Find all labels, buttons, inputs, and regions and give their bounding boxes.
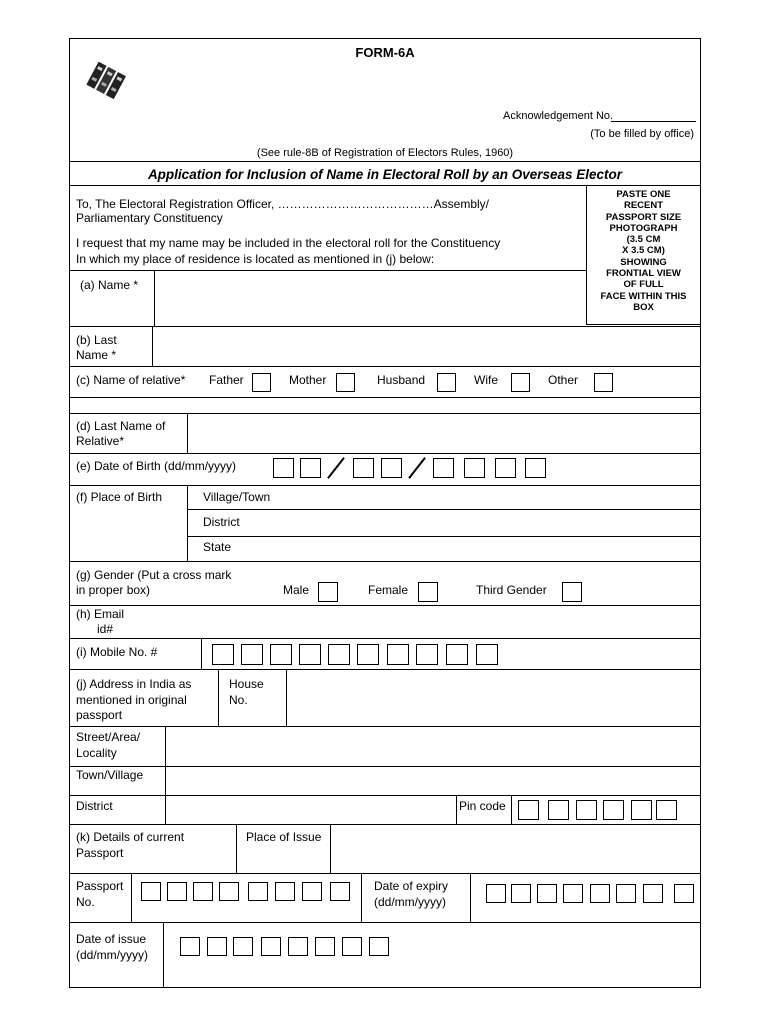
expiry-date-box[interactable]	[674, 884, 694, 903]
passport-details-label: (k) Details of current	[76, 830, 185, 844]
dob-month-box[interactable]	[381, 458, 402, 478]
expiry-date-box[interactable]	[511, 884, 531, 903]
expiry-date-box[interactable]	[616, 884, 636, 903]
gender-label: (g) Gender (Put a cross mark	[76, 568, 232, 582]
expiry-date-box[interactable]	[563, 884, 583, 903]
date-separator	[327, 457, 345, 479]
photo-line: FACE WITHIN THIS	[600, 290, 687, 302]
photo-line: SHOWING	[620, 256, 667, 268]
gender-female-checkbox[interactable]	[418, 582, 438, 602]
pin-digit-box[interactable]	[603, 800, 624, 820]
mobile-digit-box[interactable]	[270, 644, 292, 665]
passport-no-box[interactable]	[193, 882, 213, 901]
pin-code-label: Pin code	[459, 799, 506, 813]
address-label: (j) Address in India as	[76, 677, 192, 691]
issue-date-box[interactable]	[342, 937, 362, 956]
street-input[interactable]	[166, 727, 699, 765]
house-no-label: House	[229, 677, 264, 691]
passport-no-label-2: No.	[76, 895, 95, 909]
office-note: (To be filled by office)	[590, 128, 694, 140]
relative-wife-label: Wife	[474, 373, 498, 387]
relative-other-checkbox[interactable]	[594, 373, 613, 392]
mobile-digit-box[interactable]	[241, 644, 263, 665]
form-title: Application for Inclusion of Name in Electoral Roll by an Overseas Elector	[147, 167, 623, 182]
relative-label: (c) Name of relative*	[76, 373, 186, 387]
issue-date-box[interactable]	[180, 937, 200, 956]
dob-year-box[interactable]	[495, 458, 516, 478]
gender-third-checkbox[interactable]	[562, 582, 582, 602]
relative-father-checkbox[interactable]	[252, 373, 271, 392]
district-birth-input[interactable]	[300, 510, 698, 535]
passport-no-box[interactable]	[167, 882, 187, 901]
dob-year-box[interactable]	[433, 458, 454, 478]
pin-digit-box[interactable]	[518, 800, 539, 820]
expiry-date-box[interactable]	[643, 884, 663, 903]
gender-male-checkbox[interactable]	[318, 582, 338, 602]
passport-no-box[interactable]	[219, 882, 239, 901]
district-birth-label: District	[203, 515, 240, 529]
passport-details-label-2: Passport	[76, 846, 124, 860]
passport-no-box[interactable]	[330, 882, 350, 901]
place-of-issue-label: Place of Issue	[246, 830, 322, 844]
town-village-input[interactable]	[166, 767, 699, 794]
issue-date-box[interactable]	[261, 937, 281, 956]
passport-no-box[interactable]	[275, 882, 295, 901]
passport-no-label: Passport	[76, 879, 124, 893]
form-6a	[69, 38, 701, 988]
mobile-digit-box[interactable]	[476, 644, 498, 665]
relative-last-name-input[interactable]	[188, 414, 699, 452]
issue-date-label-2: (dd/mm/yyyy)	[76, 948, 148, 962]
expiry-label: Date of expiry	[374, 879, 449, 893]
passport-no-box[interactable]	[141, 882, 161, 901]
issue-date-box[interactable]	[315, 937, 335, 956]
mobile-digit-box[interactable]	[357, 644, 379, 665]
street-label-2: Locality	[76, 746, 117, 760]
gender-female-label: Female	[368, 583, 409, 597]
date-separator	[408, 457, 426, 479]
photo-line: PASTE ONE	[616, 189, 671, 200]
email-input[interactable]	[150, 606, 699, 637]
email-label: (h) Email	[76, 607, 125, 621]
issue-date-label: Date of issue	[76, 932, 147, 946]
photo-line: PHOTOGRAPH	[609, 222, 678, 234]
name-input[interactable]	[155, 271, 585, 325]
photo-line: PASSPORT SIZE	[605, 211, 682, 223]
pin-digit-box[interactable]	[656, 800, 677, 820]
dob-label: (e) Date of Birth (dd/mm/yyyy)	[76, 459, 237, 473]
pin-digit-box[interactable]	[576, 800, 597, 820]
dob-month-box[interactable]	[353, 458, 374, 478]
house-no-label-2: No.	[229, 693, 248, 707]
mobile-digit-box[interactable]	[446, 644, 468, 665]
form-number: FORM-6A	[355, 45, 415, 60]
mobile-digit-box[interactable]	[328, 644, 350, 665]
relative-last-name-label: (d) Last Name of	[76, 419, 166, 433]
gender-male-label: Male	[283, 583, 310, 597]
place-of-birth-label: (f) Place of Birth	[76, 490, 163, 504]
relative-mother-checkbox[interactable]	[336, 373, 355, 392]
last-name-input[interactable]	[153, 327, 699, 365]
issue-date-box[interactable]	[288, 937, 308, 956]
relative-other-label: Other	[548, 373, 579, 387]
issue-date-box[interactable]	[233, 937, 253, 956]
relative-father-label: Father	[209, 373, 244, 387]
mobile-digit-box[interactable]	[212, 644, 234, 665]
issue-date-box[interactable]	[369, 937, 389, 956]
acknowledgement-line[interactable]	[611, 121, 696, 122]
relative-husband-checkbox[interactable]	[437, 373, 456, 392]
address-label-2: mentioned in original	[76, 693, 187, 707]
pin-digit-box[interactable]	[631, 800, 652, 820]
expiry-date-box[interactable]	[486, 884, 506, 903]
mobile-digit-box[interactable]	[299, 644, 321, 665]
relative-husband-label: Husband	[377, 373, 426, 387]
to-line-1: To, The Electoral Registration Officer, …………………………………Assembly/	[76, 197, 489, 211]
request-line-2: In which my place of residence is located as mentioned in (j) below:	[76, 252, 435, 266]
district-label: District	[76, 799, 113, 813]
mobile-digit-box[interactable]	[387, 644, 409, 665]
last-name-label: (b) Last	[76, 333, 117, 347]
state-birth-input[interactable]	[300, 537, 698, 560]
mobile-label: (i) Mobile No. #	[76, 645, 158, 659]
street-label: Street/Area/	[76, 730, 141, 744]
photo-line: FRONTIAL VIEW	[606, 268, 681, 280]
name-label: (a) Name *	[80, 278, 139, 292]
photo-line: (3.5 CM	[626, 234, 661, 246]
dob-day-box[interactable]	[273, 458, 294, 478]
expiry-label-2: (dd/mm/yyyy)	[374, 895, 446, 909]
pin-digit-box[interactable]	[548, 800, 569, 820]
gender-label-2: in proper box)	[76, 583, 151, 597]
district-input[interactable]	[166, 796, 456, 823]
village-town-input[interactable]	[300, 486, 698, 508]
village-town-label: Village/Town	[203, 490, 271, 504]
relative-wife-checkbox[interactable]	[511, 373, 530, 392]
relative-mother-label: Mother	[289, 373, 327, 387]
request-line-1: I request that my name may be included in the electoral roll for the Constituency	[76, 236, 501, 250]
relative-last-name-label-2: Relative*	[76, 434, 125, 448]
town-village-label: Town/Village	[76, 768, 144, 782]
gender-third-label: Third Gender	[476, 583, 547, 597]
photo-line: X 3.5 CM)	[622, 245, 665, 257]
address-label-3: passport	[76, 708, 123, 722]
state-birth-label: State	[203, 540, 232, 554]
acknowledgement-label: Acknowledgement No.	[503, 110, 614, 122]
dob-day-box[interactable]	[300, 458, 321, 478]
mobile-digit-box[interactable]	[416, 644, 438, 665]
email-label-2: id#	[97, 622, 114, 636]
rule-note: (See rule-8B of Registration of Electors Rules, 1960)	[256, 147, 514, 159]
expiry-date-box[interactable]	[590, 884, 610, 903]
photo-box	[586, 186, 700, 325]
last-name-label-2: Name *	[76, 348, 117, 362]
house-no-input[interactable]	[287, 670, 699, 725]
photo-line: RECENT	[623, 200, 664, 212]
place-of-issue-input[interactable]	[331, 825, 699, 872]
to-line-2: Parliamentary Constituency	[76, 211, 223, 225]
issue-date-box[interactable]	[207, 937, 227, 956]
passport-no-box[interactable]	[302, 882, 322, 901]
dob-year-box[interactable]	[525, 458, 546, 478]
dob-year-box[interactable]	[464, 458, 485, 478]
passport-no-box[interactable]	[248, 882, 268, 901]
expiry-date-box[interactable]	[537, 884, 557, 903]
photo-line: BOX	[633, 301, 654, 313]
photo-line: OF FULL	[623, 279, 664, 291]
